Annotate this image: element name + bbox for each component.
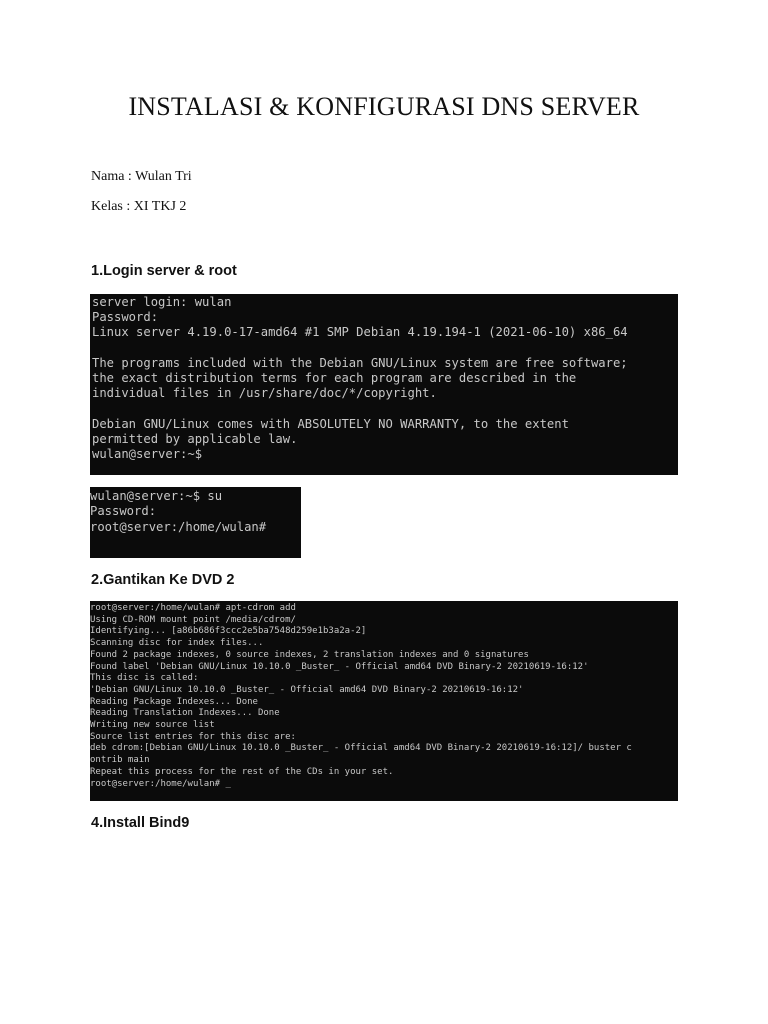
terminal-line: wulan@server:~$ [92,447,203,462]
terminal-line: Linux server 4.19.0-17-amd64 #1 SMP Debian 4.19.194-1 (2021-06-10) x86_64 [92,325,628,340]
terminal-line: wulan@server:~$ su [90,489,223,503]
terminal-line: Found label 'Debian GNU/Linux 10.10.0 _Buster_ - Official amd64 DVD Binary-2 20210619-16:12' [90,661,589,672]
terminal-line: Writing new source list [90,720,215,731]
terminal-line: permitted by applicable law. [92,431,298,446]
terminal-line [92,401,678,416]
terminal-line: root@server:/home/wulan# apt-cdrom add [90,603,296,613]
section-heading-dvd: 2.Gantikan Ke DVD 2 [91,572,235,588]
section-heading-login: 1.Login server & root [91,263,237,279]
terminal-line: This disc is called: [90,673,199,684]
terminal-line: 'Debian GNU/Linux 10.10.0 _Buster_ - Official amd64 DVD Binary-2 20210619-16:12' [90,684,524,695]
section-heading-bind9: 4.Install Bind9 [91,815,190,831]
terminal-line: Reading Translation Indexes... Done [90,708,280,719]
student-name: Nama : Wulan Tri [91,169,192,184]
terminal-line: Identifying... [a86b686f3ccc2e5ba7548d259e1b3a2a-2] [90,626,367,637]
terminal-line: deb cdrom:[Debian GNU/Linux 10.10.0 _Buster_ - Official amd64 DVD Binary-2 20210619-16:12]/ buster c [90,743,632,754]
terminal-line: Repeat this process for the rest of the CDs in your set. [90,766,394,777]
terminal-screenshot-su [90,487,301,558]
terminal-line: Reading Package Indexes... Done [90,696,258,707]
document-title: INSTALASI & KONFIGURASI DNS SERVER [128,92,640,121]
terminal-line: The programs included with the Debian GNU/Linux system are free software; [92,355,628,370]
terminal-line: Scanning disc for index files... [90,638,264,649]
terminal-screenshot-login [90,294,678,475]
terminal-line [92,341,678,356]
terminal-line: individual files in /usr/share/doc/*/copyright. [92,386,437,401]
terminal-line: root@server:/home/wulan# [90,519,267,534]
terminal-line: the exact distribution terms for each program are described in the [92,371,577,386]
terminal-screenshot-cdrom [90,601,678,801]
terminal-line: ontrib main [90,755,150,766]
terminal-line: Debian GNU/Linux comes with ABSOLUTELY NO WARRANTY, to the extent [92,416,569,431]
terminal-line: Source list entries for this disc are: [90,731,296,742]
terminal-line: Password: [92,310,159,325]
terminal-line: root@server:/home/wulan# _ [90,778,231,789]
terminal-line: Found 2 package indexes, 0 source indexes, 2 translation indexes and 0 signatures [90,649,529,660]
terminal-line: server login: wulan [92,295,232,309]
terminal-line: Password: [90,504,157,519]
terminal-line: Using CD-ROM mount point /media/cdrom/ [90,614,296,625]
student-class: Kelas : XI TKJ 2 [91,199,187,214]
